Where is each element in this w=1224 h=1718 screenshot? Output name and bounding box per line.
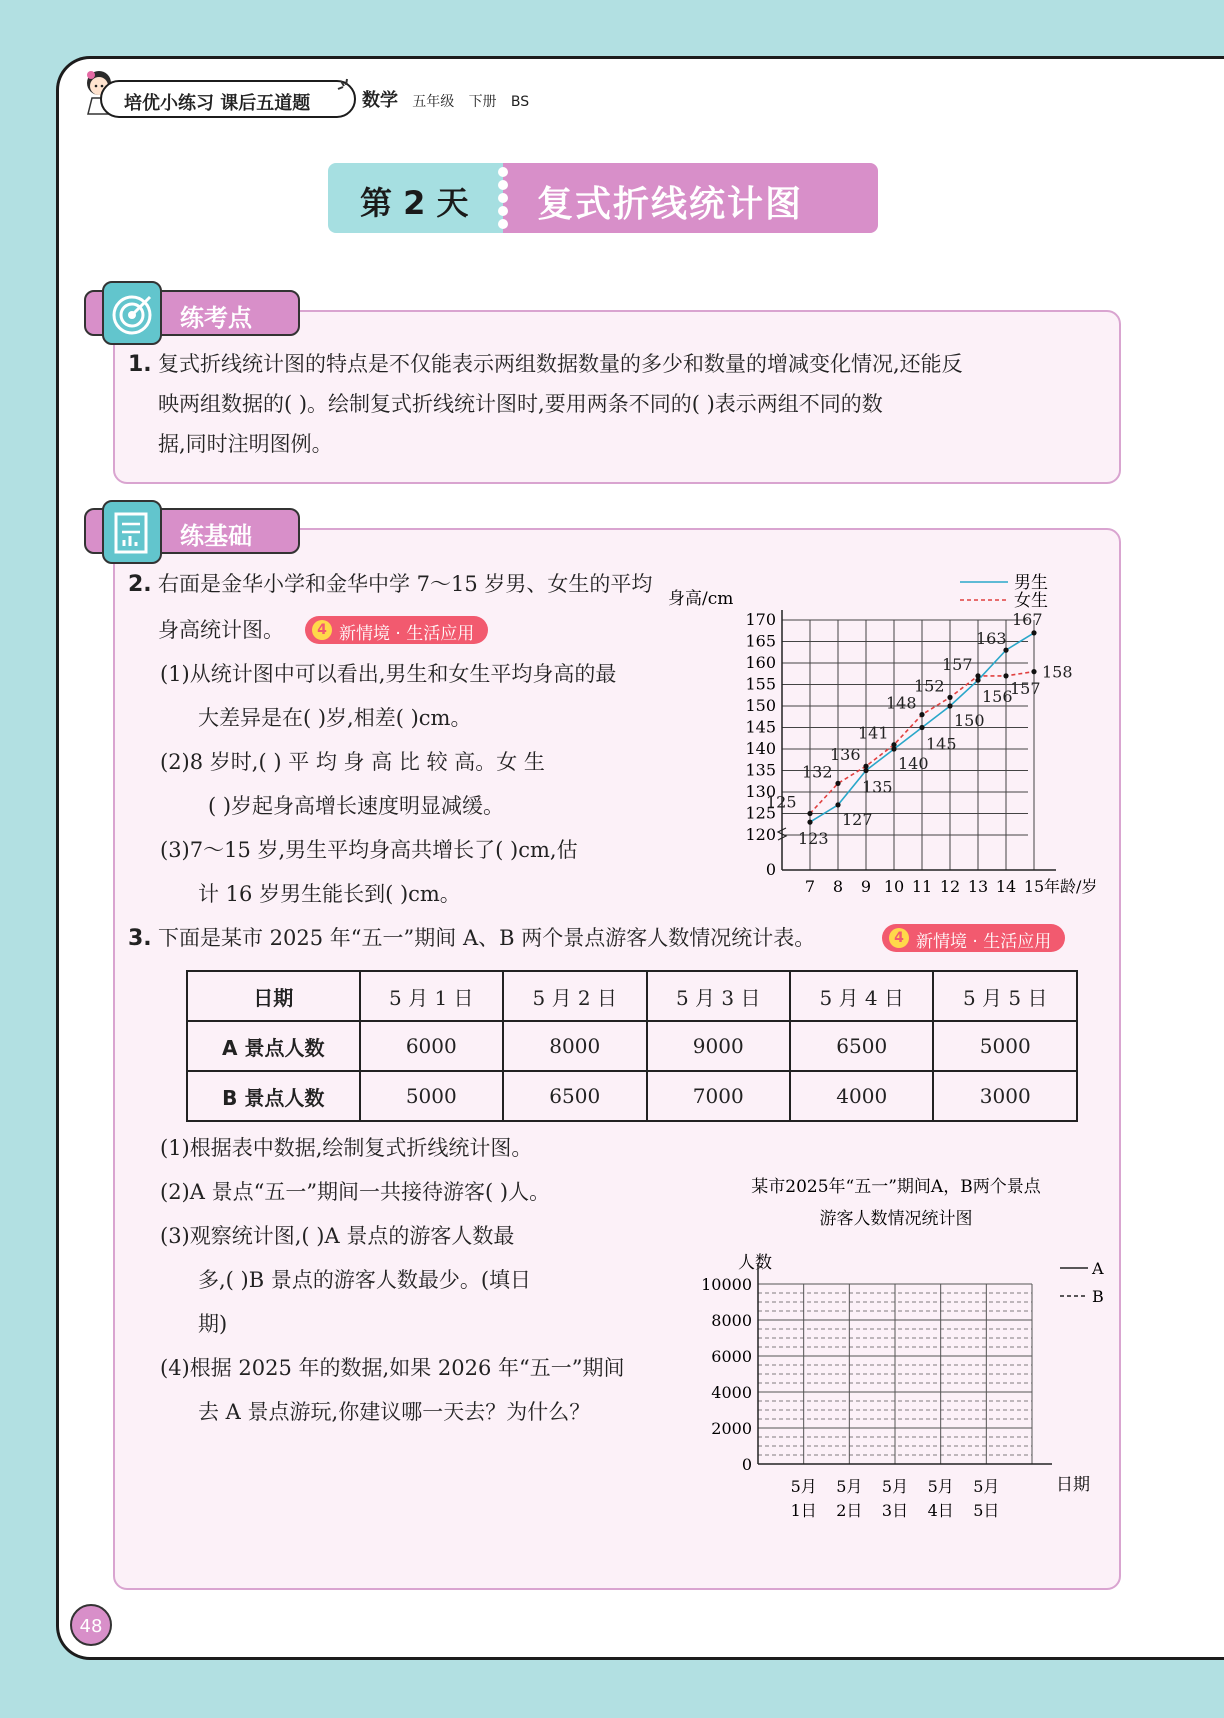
height-line-chart: [668, 570, 1100, 896]
data-label: 140: [898, 754, 929, 773]
data-point: [835, 781, 840, 786]
sparkle-icon: [335, 77, 353, 95]
question-1-line-2: 映两组数据的( )。绘制复式折线统计图时,要用两条不同的( )表示两组不同的数: [158, 392, 883, 416]
y-axis-label: 人数: [738, 1253, 772, 1273]
data-label: 141: [858, 723, 889, 743]
question-1-line-1: 复式折线统计图的特点是不仅能表示两组数据数量的多少和数量的增减变化情况,还能反: [158, 352, 963, 376]
volume-label: 下册: [468, 94, 497, 110]
data-label: 157: [1010, 678, 1041, 698]
y-tick-label: 0: [741, 1455, 752, 1474]
y-tick-label: 160: [745, 653, 776, 672]
x-tick-label: 10: [883, 877, 905, 896]
report-icon: [102, 500, 162, 564]
data-label: 150: [954, 711, 985, 730]
question-3-number: 3.: [128, 926, 152, 951]
question-3-line: 下面是某市 2025 年“五一”期间 A、B 两个景点游客人数情况统计表。: [158, 926, 816, 950]
data-label: 135: [862, 777, 893, 797]
x-tick-label: 15: [1023, 877, 1045, 896]
x-tick-label: 5月: [836, 1477, 863, 1496]
question-3-sub-3: (3)观察统计图,( )A 景点的游客人数最: [160, 1224, 515, 1248]
subject-label: 数学: [362, 90, 398, 111]
y-tick-label: 120: [745, 825, 776, 844]
question-3-sub-7: 去 A 景点游玩,你建议哪一天去？为什么？: [198, 1400, 591, 1424]
data-point: [975, 673, 980, 678]
table-cell: 8000: [503, 1021, 646, 1071]
table-cell: 日期: [187, 971, 360, 1021]
data-point: [1003, 648, 1008, 653]
page-number: 48: [70, 1604, 112, 1646]
y-tick-label: 8000: [711, 1311, 752, 1330]
y-tick-label: 4000: [711, 1383, 752, 1402]
visitor-table: [186, 970, 1078, 1122]
table-cell: 9000: [647, 1021, 790, 1071]
x-tick-label: 14: [995, 877, 1017, 896]
data-point: [807, 820, 812, 825]
data-label: 158: [1042, 662, 1073, 682]
question-1-line-3: 据,同时注明图例。: [158, 432, 333, 456]
y-tick-label: 165: [745, 631, 776, 651]
data-point: [1031, 630, 1036, 635]
chart-title-line-1: 某市2025年“五一”期间A，B两个景点: [751, 1177, 1041, 1197]
question-2-sub-2: 大差异是在( )岁,相差( )cm。: [198, 706, 472, 730]
y-tick-label: 10000: [701, 1275, 752, 1294]
table-cell: 5 月 3 日: [647, 971, 790, 1021]
table-cell: A 景点人数: [187, 1021, 360, 1071]
table-cell: 5 月 5 日: [933, 971, 1077, 1021]
scenario-tag-2: [882, 924, 1065, 952]
y-tick-label: 135: [745, 760, 776, 780]
chart-title-line-2: 游客人数情况统计图: [819, 1209, 973, 1229]
visitor-line-chart-grid: [690, 1168, 1110, 1518]
data-point: [863, 764, 868, 769]
scenario-tag-2-text: 新情境 · 生活应用: [916, 932, 1052, 952]
question-2-line-1: 右面是金华小学和金华中学 7～15 岁男、女生的平均: [158, 572, 653, 596]
subject-info: [362, 86, 529, 112]
x-tick-label: 5月: [881, 1477, 909, 1496]
x-tick-label: 1日: [790, 1501, 817, 1520]
data-point: [835, 802, 840, 807]
y-axis-label: 身高/cm: [668, 589, 734, 609]
y-tick-label: 130: [745, 782, 776, 801]
y-tick-label: 140: [745, 739, 776, 758]
table-header-row: [187, 971, 1077, 1021]
data-label: 136: [830, 745, 861, 765]
legend-label: A: [1092, 1259, 1104, 1278]
question-3-sub-4: 多,( )B 景点的游客人数最少。(填日: [198, 1268, 532, 1292]
table-cell: 3000: [933, 1071, 1077, 1121]
data-point: [947, 695, 952, 700]
data-point: [947, 703, 952, 708]
data-label: 157: [942, 654, 973, 674]
data-point: [1031, 669, 1036, 674]
x-tick-label: 13: [967, 877, 989, 896]
legend-label: 男生: [1014, 573, 1048, 593]
data-label: 152: [914, 676, 945, 696]
y-tick-label: 125: [745, 803, 776, 823]
data-point: [891, 742, 896, 747]
x-tick-label: 5日: [973, 1501, 1000, 1520]
data-label: 167: [1012, 609, 1043, 629]
data-label: 125: [766, 792, 797, 812]
x-tick-label: 9: [860, 877, 872, 896]
table-row: [187, 1071, 1077, 1121]
perforation-dots: [496, 165, 510, 233]
data-label: 148: [886, 693, 917, 713]
y-tick-label: 145: [745, 717, 776, 737]
table-cell: 5000: [360, 1071, 503, 1121]
y-tick-label: 170: [745, 610, 776, 629]
brand-pill: 培优小练习 课后五道题: [100, 80, 356, 118]
question-2-sub-6: 计 16 岁男生能长到( )cm。: [198, 882, 461, 906]
question-3-sub-1: (1)根据表中数据,绘制复式折线统计图。: [160, 1136, 533, 1160]
question-2-line-2: 身高统计图。: [158, 618, 284, 642]
data-point: [919, 725, 924, 730]
data-point: [1003, 673, 1008, 678]
axis-break-icon: [778, 828, 786, 840]
question-1-number: 1.: [128, 352, 152, 377]
x-axis-label: 日期: [1056, 1475, 1090, 1495]
topic-title: 复式折线统计图: [537, 184, 804, 225]
data-label: 127: [842, 809, 873, 829]
x-tick-label: 5月: [927, 1477, 954, 1496]
table-cell: 6000: [360, 1021, 503, 1071]
question-2-sub-4: ( )岁起身高增长速度明显减缓。: [208, 794, 505, 818]
edition-label: BS: [510, 94, 530, 110]
x-tick-label: 8: [832, 877, 844, 896]
question-3-sub-2: (2)A 景点“五一”期间一共接待游客( )人。: [160, 1180, 551, 1204]
question-3-sub-5: 期): [198, 1312, 228, 1336]
data-label: 163: [976, 629, 1007, 649]
table-row: [187, 1021, 1077, 1071]
grade-label: 五年级: [412, 94, 455, 110]
table-cell: 5 月 4 日: [790, 971, 933, 1021]
y-tick-label: 0: [765, 860, 776, 879]
target-icon: [102, 281, 162, 345]
scenario-tag-text: 新情境 · 生活应用: [339, 624, 475, 644]
data-label: 123: [798, 829, 829, 849]
data-label: 132: [802, 762, 833, 782]
x-tick-label: 5月: [790, 1477, 817, 1496]
question-2-sub-5: (3)7～15 岁,男生平均身高共增长了( )cm,估: [160, 838, 578, 862]
x-tick-label: 3日: [881, 1501, 909, 1520]
y-tick-label: 150: [745, 696, 776, 715]
question-2-sub-3: (2)8 岁时,( ) 平 均 身 高 比 较 高。女 生: [160, 750, 545, 774]
table-cell: 5 月 2 日: [503, 971, 646, 1021]
table-cell: 5 月 1 日: [360, 971, 503, 1021]
x-tick-label: 2日: [836, 1501, 863, 1520]
y-tick-label: 6000: [711, 1347, 752, 1366]
question-2-number: 2.: [128, 572, 152, 597]
table-cell: 7000: [647, 1071, 790, 1121]
question-3-sub-6: (4)根据 2025 年的数据,如果 2026 年“五一”期间: [160, 1356, 625, 1380]
table-cell: 6500: [790, 1021, 933, 1071]
data-label: 156: [982, 687, 1013, 707]
table-cell: 6500: [503, 1071, 646, 1121]
badge-icon: 4: [312, 620, 332, 640]
x-tick-label: 4日: [927, 1501, 954, 1520]
legend-label: 女生: [1014, 591, 1048, 611]
data-point: [919, 712, 924, 717]
data-label: 145: [926, 734, 957, 754]
section-jichu-label: 练基础: [180, 522, 252, 550]
y-tick-label: 2000: [711, 1419, 752, 1438]
x-tick-label: 12: [939, 877, 961, 896]
x-tick-label: 11: [911, 877, 933, 896]
table-cell: B 景点人数: [187, 1071, 360, 1121]
y-tick-label: 155: [745, 674, 776, 694]
data-point: [807, 811, 812, 816]
x-tick-label: 5月: [973, 1477, 1000, 1496]
badge-icon-2: 4: [889, 928, 909, 948]
table-cell: 5000: [933, 1021, 1077, 1071]
question-2-sub-1: (1)从统计图中可以看出,男生和女生平均身高的最: [160, 662, 617, 686]
table-cell: 4000: [790, 1071, 933, 1121]
legend-label: B: [1092, 1287, 1104, 1306]
x-axis-label: 年龄/岁: [1044, 877, 1098, 896]
x-tick-label: 7: [804, 877, 816, 896]
day-label: 第 2 天: [360, 184, 469, 222]
scenario-tag: [305, 616, 488, 644]
section-kaodian-label: 练考点: [180, 304, 252, 332]
